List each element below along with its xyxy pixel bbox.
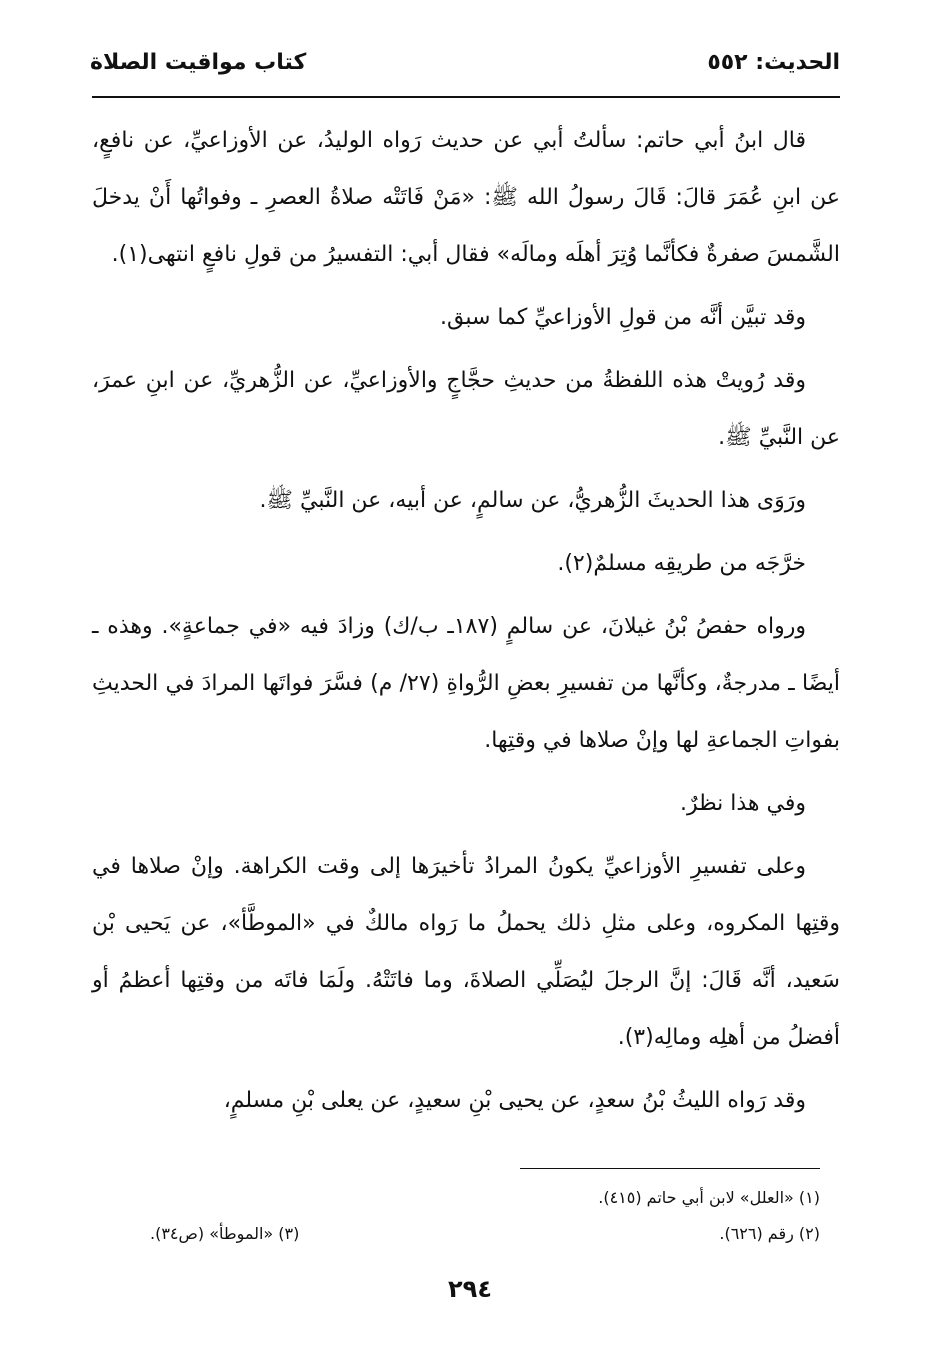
footnote-row (150, 1216, 820, 1252)
footnote-3: (٣) «الموطأ» (ص٣٤). (150, 1224, 300, 1243)
paragraph: وقد رُويتْ هذه اللفظةُ من حديثِ حجَّاجٍ والأوزاعيِّ، عن الزُّهريِّ، عن ابنِ عمرَ، عن النَّبيِّ ﷺ. (92, 368, 840, 450)
paragraph: قال ابنُ أبي حاتم: سألتُ أبي عن حديث رَواه الوليدُ، عن الأوزاعيِّ، عن نافعٍ، عن ابنِ عُمَرَ قالَ: قَالَ رسولُ الله ﷺ: «مَنْ فَاتَتْه صلاةُ العصرِ ـ وفواتُها أَنْ يدخلَ الشَّمسَ صفرةٌ فكأنَّما وُتِرَ أهلَه ومالَه» فقال أبي: التفسيرُ من قولِ نافعٍ انتهى(١). (92, 128, 840, 267)
paragraph: ورَوَى هذا الحديثَ الزُّهريُّ، عن سالمٍ، عن أبيه، عن النَّبيِّ ﷺ. (259, 488, 806, 513)
header-divider (92, 96, 840, 98)
hadith-number: الحديث: ٥٥٢ (707, 49, 840, 75)
footnote-2: (٢) رقم (٦٢٦). (719, 1224, 820, 1243)
chapter-title: كتاب مواقيت الصلاة (90, 49, 307, 75)
page-header (90, 40, 840, 84)
footnotes (150, 1180, 820, 1252)
paragraph: وقد رَواه الليثُ بْنُ سعدٍ، عن يحيى بْنِ سعيدٍ، عن يعلى بْنِ مسلمٍ، (223, 1088, 806, 1113)
footnote-1: (١) «العلل» لابن أبي حاتم (٤١٥). (598, 1188, 820, 1207)
paragraph: وعلى تفسيرِ الأوزاعيِّ يكونُ المرادُ تأخيرَها إلى وقت الكراهة. وإنْ صلاها في وقتِها المكروه، وعلى مثلِ ذلك يحملُ ما رَواه مالكٌ في «الموطَّأ»، عن يَحيى بْن سَعيد، أنَّه قَالَ: إنَّ الرجلَ ليُصَلِّي الصلاةَ، وما فاتَتْهُ. ولَمَا فاتَه من وقتِها أعظمُ أو أفضلُ من أهلِه ومالِه(٣). (92, 854, 840, 1050)
main-text (92, 112, 840, 1135)
paragraph: خرَّجَه من طريقِه مسلمٌ(٢). (557, 551, 806, 576)
footnote-divider (520, 1168, 820, 1169)
footnote-row (150, 1180, 820, 1216)
page-number: ٢٩٤ (448, 1275, 492, 1303)
paragraph: وقد تبيَّن أنَّه من قولِ الأوزاعيِّ كما سبق. (439, 305, 806, 330)
paragraph: وفي هذا نظرٌ. (679, 791, 806, 816)
paragraph: ورواه حفصُ بْنُ غيلانَ، عن سالمٍ (١٨٧ـ ب/ك) وزادَ فيه «في جماعةٍ». وهذه ـ أيضًا ـ مدرجةٌ، وكأنَّها من تفسيرِ بعضِ الرُّواةِ (٢٧/ م) فسَّرَ فواتَها المرادَ في الحديثِ بفواتِ الجماعةِ لها وإنْ صلاها في وقتِها. (92, 614, 840, 753)
